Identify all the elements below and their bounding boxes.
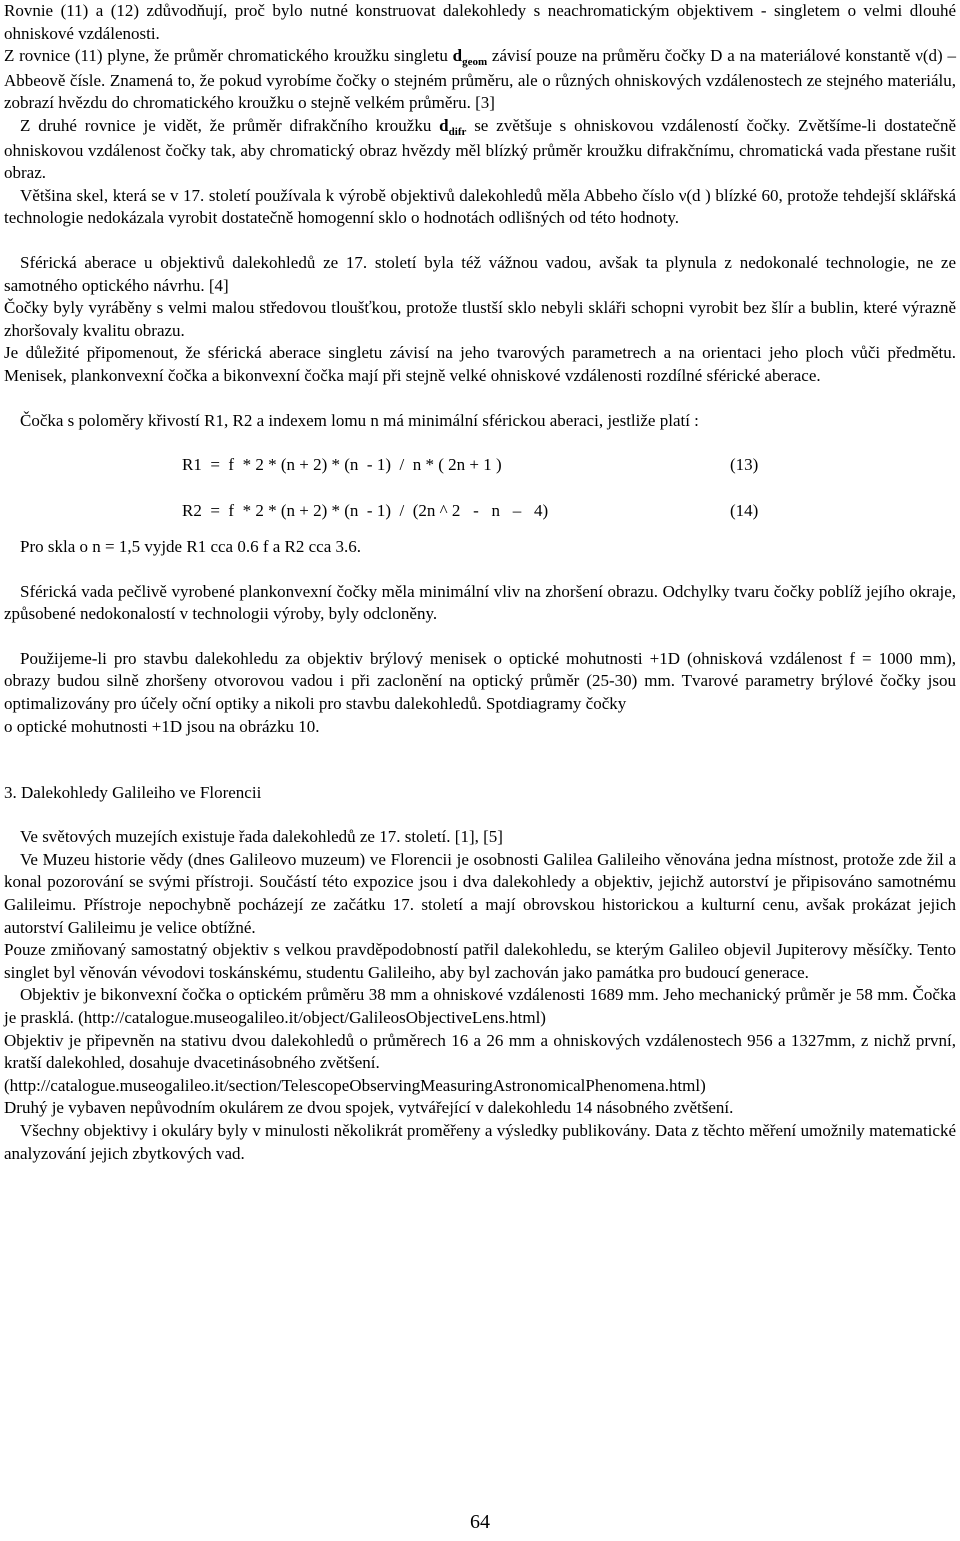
paragraph-museum-florence: Ve Muzeu historie vědy (dnes Galileovo muzeum) ve Florencii je osobnosti Galilea Galileiho věnována jedna místnost, protože zde žil a konal pozorování se svými přístroji. Součástí této expozice jsou i dva dalekohledy a objektiv, jejichž autorství je připisováno samotnému Galileimu. Přístroje nepochybně pocházejí ze začátku 17. století a mají obrovskou historickou a kulturní cenu, avšak prokázat jejich autorství Galileimu je velice obtížné. bbox=[4, 849, 956, 937]
section-heading: 3. Dalekohledy Galileiho ve Florencii bbox=[4, 783, 262, 803]
paragraph-abbe-number: Většina skel, která se v 17. století používala k výrobě objektivů dalekohledů měla Abbeho číslo ν(d ) blízké 60, protože tehdejší sklářská technologie nedokázala vyrobit dostatečně homogenní sklo o hodnotách odlišných od této hodnoty. bbox=[4, 185, 956, 228]
equation-expression: R1 = f * 2 * (n + 2) * (n - 1) / n * ( 2n + 1 ) bbox=[182, 455, 502, 475]
page-number: 64 bbox=[470, 1511, 490, 1533]
subscript-geom: geom bbox=[462, 56, 488, 69]
paragraph-museums: Ve světových muzejích existuje řada dalekohledů ze 17. století. [1], [5] bbox=[20, 827, 503, 847]
paragraph-meniscus: Použijeme-li pro stavbu dalekohledu za objektiv brýlový menisek o optické mohutnosti +1D (ohnisková vzdálenost f = 1000 mm), obrazy budou silně zhoršeny otvorovou vadou i při zaclonění na optický průměr (25-30) mm. Tvarové parametry brýlové čočky jsou optimalizovány pro účely oční optiky a nikoli pro stavbu dalekohledů. Spotdiagramy čočky bbox=[4, 648, 956, 714]
paragraph-figure-ref: o optické mohutnosti +1D jsou na obrázku 10. bbox=[4, 716, 320, 736]
paragraph-url: (http://catalogue.museogalileo.it/section/TelescopeObservingMeasuringAstronomicalPhenomena.html) bbox=[4, 1075, 706, 1095]
equation-14 bbox=[4, 500, 956, 524]
subscript-difr: difr bbox=[448, 125, 467, 138]
symbol-d: d bbox=[439, 115, 449, 135]
paragraph-chromatic-ring bbox=[4, 45, 956, 115]
paragraph-eyepiece: Druhý je vybaven nepůvodním okulárem ze dvou spojek, vytvářející v dalekohledu 14 násobného zvětšení. bbox=[4, 1098, 734, 1118]
equation-13 bbox=[4, 454, 956, 478]
paragraph-objective-jupiter: Pouze zmiňovaný samostatný objektiv s velkou pravděpodobností patřil dalekohledu, se kterým Galileo objevil Jupiterovy měsíčky. Tento singlet byl věnován vévodovi toskánskému, studentu Galileiho, aby byl zachován jako památka pro budoucí generace. bbox=[4, 940, 956, 982]
text-span: Z rovnice (11) plyne, že průměr chromatického kroužku singletu bbox=[4, 46, 453, 66]
paragraph-minimal-aberration: Čočka s poloměry křivostí R1, R2 a indexem lomu n má minimální sférickou aberaci, jestliže platí : bbox=[20, 410, 699, 430]
paragraph-diffraction-ring bbox=[4, 115, 956, 185]
paragraph-stand: Objektiv je připevněn na stativu dvou dalekohledů o průměrech 16 a 26 mm a ohniskových vzdálenostech 956 a 1327mm, z nichž první, kratší dalekohled, dosahuje dvacetinásobného zvětšení. bbox=[4, 1030, 956, 1073]
equation-number: (13) bbox=[730, 455, 759, 475]
paragraph-plankonvex: Sférická vada pečlivě vyrobené plankonvexní čočky měla minimální vliv na zhoršení obrazu. Odchylky tvaru čočky poblíž jejího okraje, způsobené nedokonalostí v technologii výroby, byly odcloněny. bbox=[4, 581, 956, 624]
equation-number: (14) bbox=[730, 501, 759, 521]
paragraph-glass-result: Pro skla o n = 1,5 vyjde R1 cca 0.6 f a R2 cca 3.6. bbox=[20, 537, 362, 557]
document-page bbox=[4, 0, 956, 1165]
paragraph-shape-parameters: Je důležité připomenout, že sférická aberace singletu závisí na jeho tvarových parametrech a na orientaci jeho ploch vůči předmětu. Menisek, plankonvexní čočka a bikonvexní čočka mají při stejně velké ohniskové vzdálenosti rozdílné sférické aberace. bbox=[4, 343, 956, 385]
equation-expression: R2 = f * 2 * (n + 2) * (n - 1) / (2n ^ 2 - n – 4) bbox=[182, 501, 549, 521]
paragraph-objective-specs: Objektiv je bikonvexní čočka o optickém průměru 38 mm a ohniskové vzdálenosti 1689 mm. Jeho mechanický průměr je 58 mm. Čočka je prasklá. (http://catalogue.museogalileo.it/object/GalileosObjectiveLens.html) bbox=[4, 985, 956, 1027]
text-span: Z druhé rovnice je vidět, že průměr difrakčního kroužku bbox=[20, 115, 440, 135]
paragraph-spherical-aberration: Sférická aberace u objektivů dalekohledů ze 17. století byla též vážnou vadou, avšak ta plynula z nedokonalé technologie, ne ze samotného optického návrhu. [4] bbox=[4, 252, 956, 295]
text-span: závisí pouze na průměru čočky D a na materiálové konstantě ν(d) – Abbeově čísle. Znamená to, že pokud vyrobíme čočky o stejném průměru, ale o různých ohniskových vzdálenostech ze stejného materiálu, zobrazí hvězdu do chromatického kroužku o stejně velkém průměru. [3] bbox=[4, 46, 956, 113]
symbol-d: d bbox=[452, 46, 463, 66]
text-span: se zvětšuje s ohniskovou vzdáleností čočky. Zvětšíme-li dostatečně ohniskovou vzdálenost čočky tak, aby chromatický obraz hvězdy měl blízký průměr kroužku difrakčnímu, chromatická vada přestane rušit obraz. bbox=[4, 115, 956, 183]
paragraph-intro: Rovnie (11) a (12) zdůvodňují, proč bylo nutné konstruovat dalekohledy s neachromatickým objektivem - singletem o velmi dlouhé ohniskové vzdálenosti. bbox=[4, 1, 956, 43]
paragraph-measurements: Všechny objektivy i okuláry byly v minulosti několikrát proměřeny a výsledky publikovány. Data z těchto měření umožnily matematické analyzování jejich zbytkových vad. bbox=[4, 1120, 956, 1163]
paragraph-lens-thickness: Čočky byly vyráběny s velmi malou středovou tloušťkou, protože tlustší sklo nebyli skláři schopni vyrobit bez šlír a bublin, které výrazně zhoršovaly kvalitu obrazu. bbox=[4, 298, 956, 340]
